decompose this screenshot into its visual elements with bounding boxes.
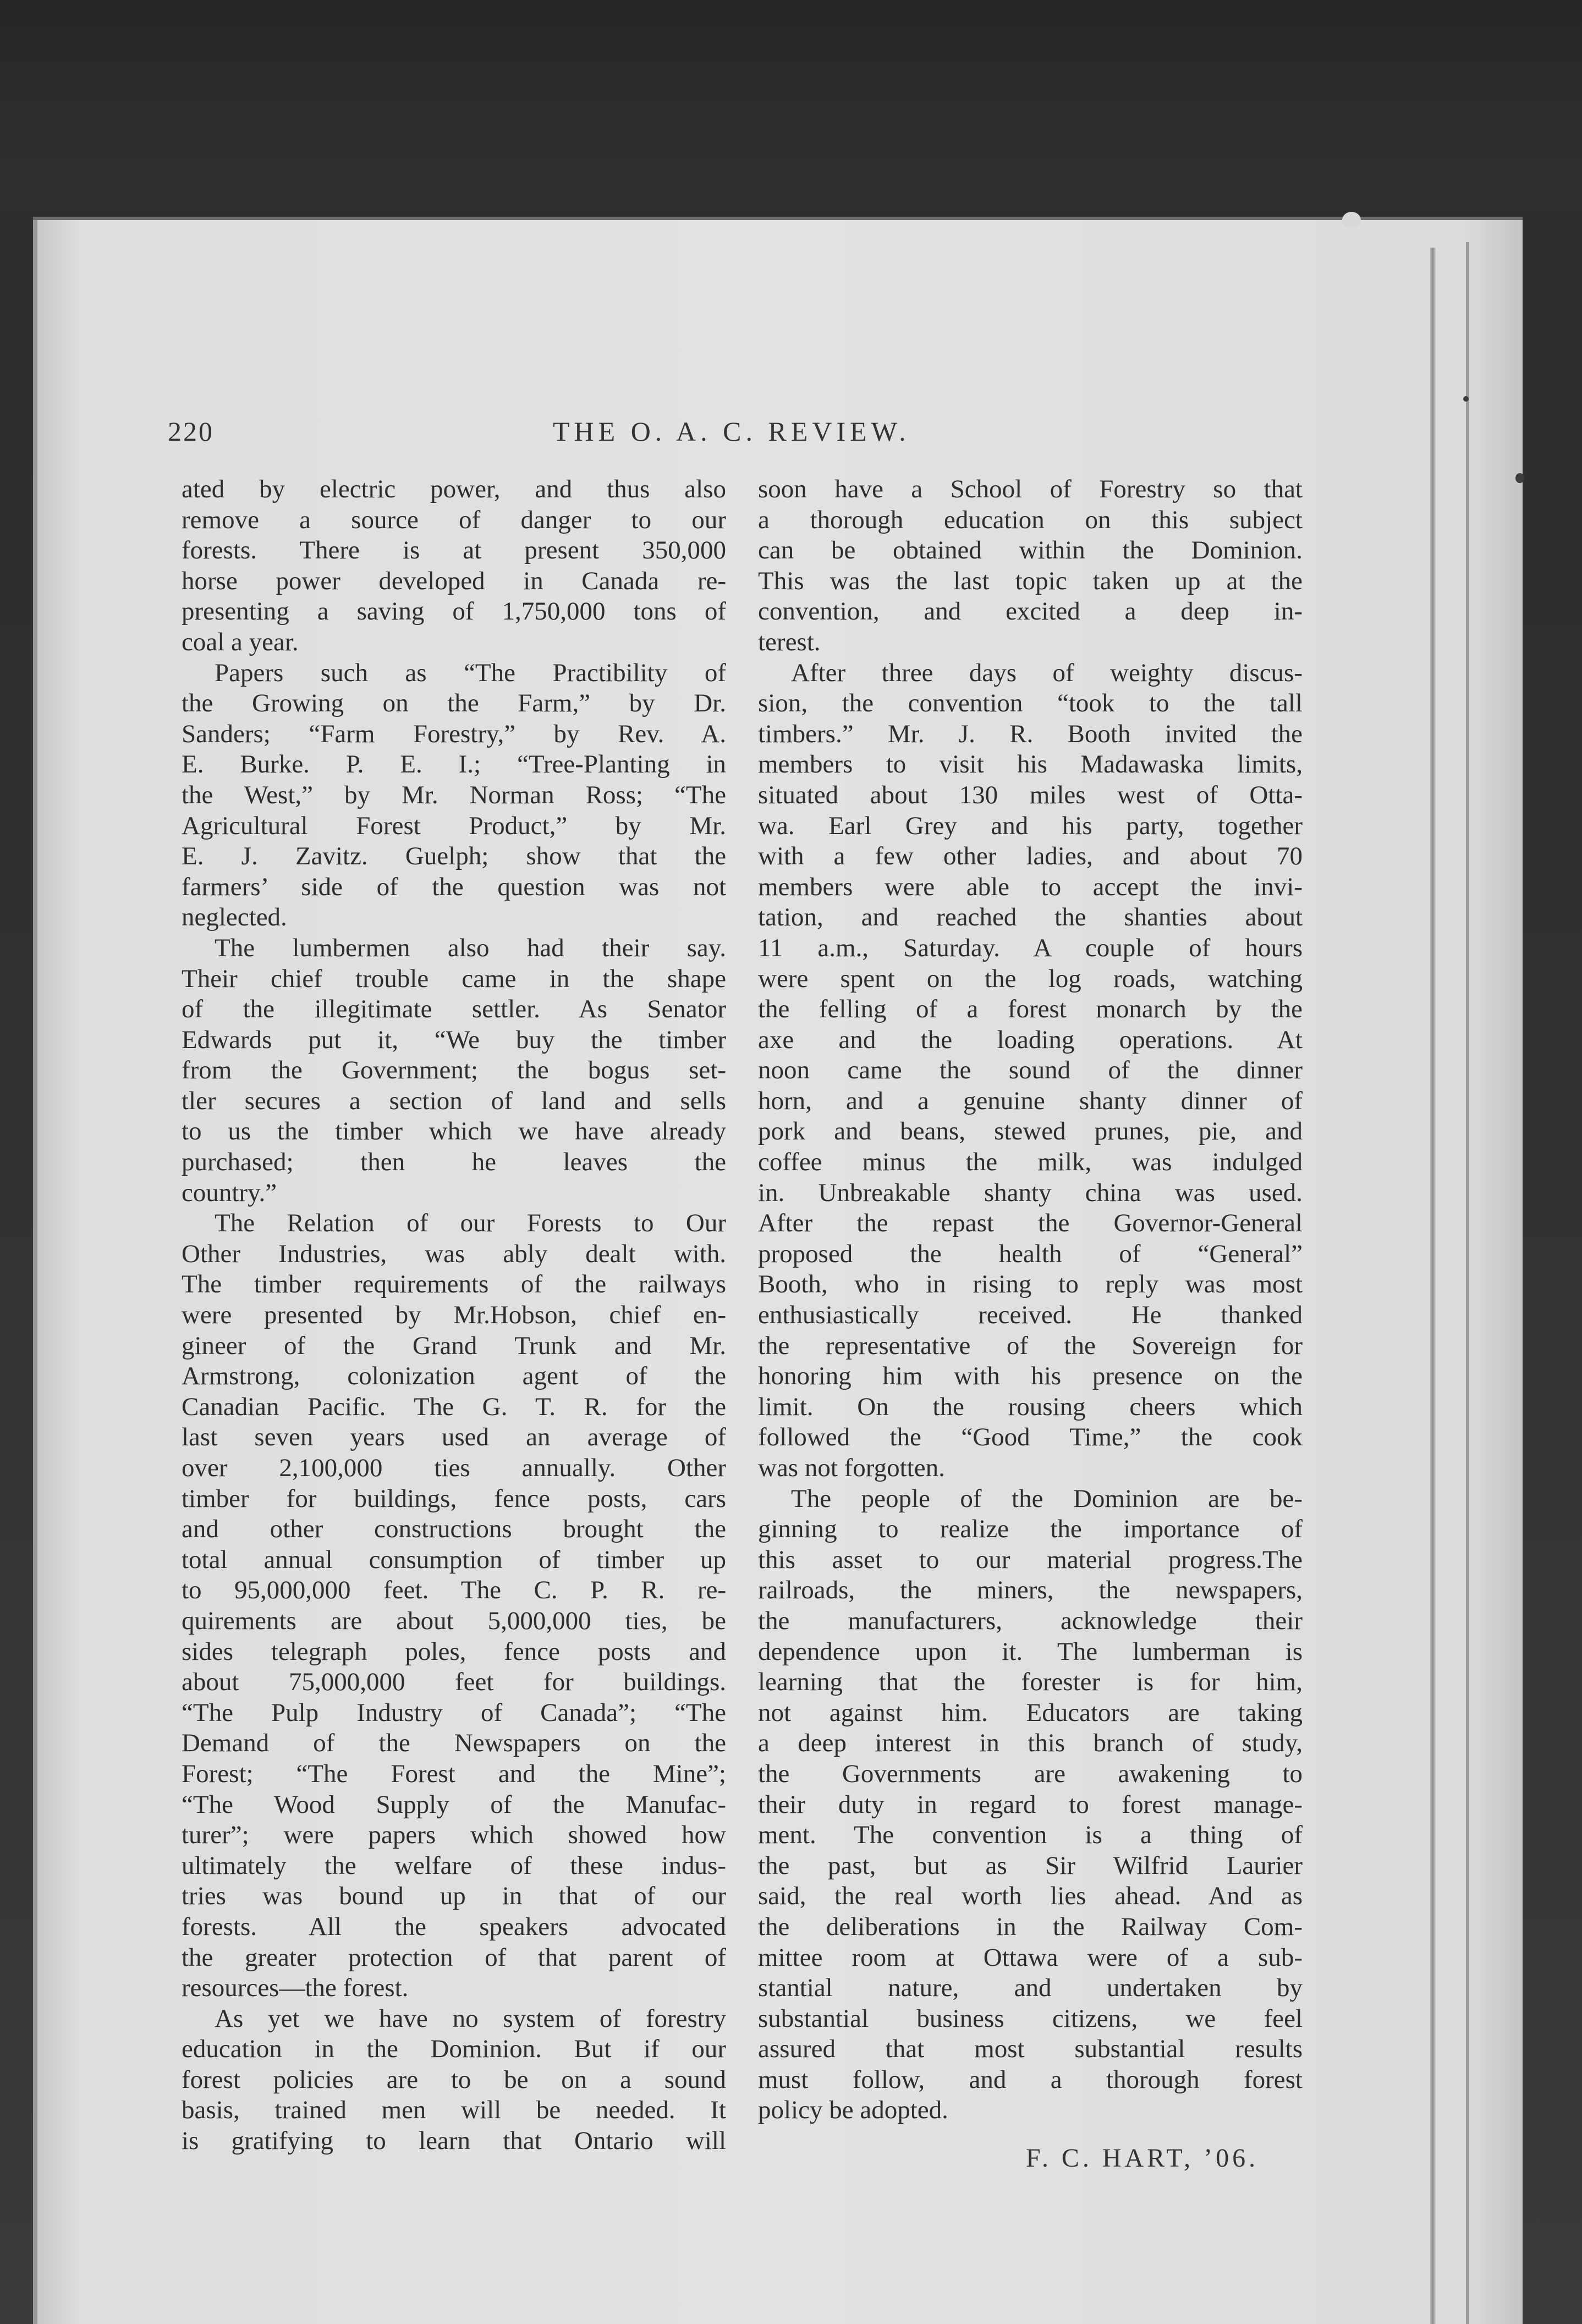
text-line: pork and beans, stewed prunes, pie, and bbox=[758, 1117, 1303, 1146]
text-line: the past, but as Sir Wilfrid Laurier bbox=[758, 1851, 1303, 1880]
text-line: resources—the forest. bbox=[182, 1974, 409, 2003]
text-line: total annual consumption of timber up bbox=[182, 1545, 726, 1574]
text-line: dependence upon it. The lumberman is bbox=[758, 1637, 1303, 1666]
text-line: situated about 130 miles west of Otta- bbox=[758, 780, 1303, 809]
journal-title: THE O. A. C. REVIEW. bbox=[553, 416, 910, 447]
text-line: forest policies are to be on a sound bbox=[182, 2065, 726, 2094]
text-line: horse power developed in Canada re- bbox=[182, 566, 726, 595]
text-line: terest. bbox=[758, 627, 821, 656]
text-line: the manufacturers, acknowledge their bbox=[758, 1606, 1303, 1635]
text-line: Booth, who in rising to reply was most bbox=[758, 1270, 1303, 1299]
text-line: Edwards put it, “We buy the timber bbox=[182, 1025, 726, 1054]
text-line: Forest; “The Forest and the Mine”; bbox=[182, 1759, 726, 1788]
text-line: were presented by Mr.Hobson, chief en- bbox=[182, 1301, 726, 1330]
text-line: learning that the forester is for him, bbox=[758, 1668, 1303, 1697]
text-line: with a few other ladies, and about 70 bbox=[758, 842, 1303, 871]
text-line: purchased; then he leaves the bbox=[182, 1148, 726, 1177]
text-line: farmers’ side of the question was not bbox=[182, 872, 726, 901]
text-line: 11 a.m., Saturday. A couple of hours bbox=[758, 933, 1303, 962]
text-line: coffee minus the milk, was indulged bbox=[758, 1148, 1303, 1177]
text-line: said, the real worth lies ahead. And as bbox=[758, 1882, 1303, 1911]
text-line: gineer of the Grand Trunk and Mr. bbox=[182, 1331, 726, 1360]
text-line: timber for buildings, fence posts, cars bbox=[182, 1484, 726, 1513]
text-line: policy be adopted. bbox=[758, 2096, 948, 2125]
text-line: Other Industries, was ably dealt with. bbox=[182, 1239, 726, 1268]
text-line: last seven years used an average of bbox=[182, 1423, 726, 1452]
text-line: The Relation of our Forests to Our bbox=[215, 1209, 726, 1238]
text-line: The timber requirements of the railways bbox=[182, 1270, 726, 1299]
text-line: Their chief trouble came in the shape bbox=[182, 964, 726, 993]
text-line: in. Unbreakable shanty china was used. bbox=[758, 1178, 1303, 1207]
text-line: to us the timber which we have already bbox=[182, 1117, 726, 1146]
text-line: enthusiastically received. He thanked bbox=[758, 1301, 1303, 1330]
text-line: of the illegitimate settler. As Senator bbox=[182, 995, 726, 1024]
right-text-column bbox=[758, 474, 1303, 2126]
text-line: ment. The convention is a thing of bbox=[758, 1821, 1303, 1850]
text-line: This was the last topic taken up at the bbox=[758, 566, 1303, 595]
page-fold-shadow bbox=[1430, 248, 1436, 2324]
text-line: about 75,000,000 feet for buildings. bbox=[182, 1668, 726, 1697]
text-line: soon have a School of Forestry so that bbox=[758, 475, 1303, 503]
text-line: turer”; were papers which showed how bbox=[182, 1821, 726, 1850]
text-line: the West,” by Mr. Norman Ross; “The bbox=[182, 780, 726, 809]
text-line: neglected. bbox=[182, 903, 287, 932]
text-line: “The Pulp Industry of Canada”; “The bbox=[182, 1698, 726, 1727]
text-line: tation, and reached the shanties about bbox=[758, 903, 1303, 932]
text-line: ultimately the welfare of these indus- bbox=[182, 1851, 726, 1880]
text-line: from the Government; the bogus set- bbox=[182, 1056, 726, 1085]
text-line: wa. Earl Grey and his party, together bbox=[758, 811, 1303, 840]
text-line: sion, the convention “took to the tall bbox=[758, 689, 1303, 718]
author-signature: F. C. HART, ’06. bbox=[1026, 2144, 1259, 2173]
text-line: the Governments are awakening to bbox=[758, 1759, 1303, 1788]
text-line: Sanders; “Farm Forestry,” by Rev. A. bbox=[182, 719, 726, 748]
text-line: After three days of weighty discus- bbox=[791, 658, 1303, 687]
text-line: Demand of the Newspapers on the bbox=[182, 1729, 726, 1758]
page-number: 220 bbox=[168, 416, 214, 447]
text-line: railroads, the miners, the newspapers, bbox=[758, 1576, 1303, 1605]
text-line: “The Wood Supply of the Manufac- bbox=[182, 1790, 726, 1819]
text-line: their duty in regard to forest manage- bbox=[758, 1790, 1303, 1819]
text-line: basis, trained men will be needed. It bbox=[182, 2096, 726, 2125]
text-line: E. J. Zavitz. Guelph; show that the bbox=[182, 842, 726, 871]
text-line: were spent on the log roads, watching bbox=[758, 964, 1303, 993]
left-text-column bbox=[182, 474, 726, 2157]
dust-speck bbox=[1342, 212, 1361, 228]
text-line: timbers.” Mr. J. R. Booth invited the bbox=[758, 719, 1303, 748]
text-line: convention, and excited a deep in- bbox=[758, 597, 1303, 626]
text-line: quirements are about 5,000,000 ties, be bbox=[182, 1606, 726, 1635]
text-line: substantial business citizens, we feel bbox=[758, 2004, 1303, 2033]
text-line: axe and the loading operations. At bbox=[758, 1025, 1303, 1054]
text-line: to 95,000,000 feet. The C. P. R. re- bbox=[182, 1576, 726, 1605]
text-line: assured that most substantial results bbox=[758, 2035, 1303, 2064]
text-line: tries was bound up in that of our bbox=[182, 1882, 726, 1911]
text-line: the felling of a forest monarch by the bbox=[758, 995, 1303, 1024]
text-line: honoring him with his presence on the bbox=[758, 1362, 1303, 1391]
text-line: ginning to realize the importance of bbox=[758, 1515, 1303, 1544]
text-line: The lumbermen also had their say. bbox=[215, 933, 726, 962]
text-line: Agricultural Forest Product,” by Mr. bbox=[182, 811, 726, 840]
text-line: the Growing on the Farm,” by Dr. bbox=[182, 689, 726, 718]
text-line: a deep interest in this branch of study, bbox=[758, 1729, 1303, 1758]
text-line: Armstrong, colonization agent of the bbox=[182, 1362, 726, 1391]
text-line: horn, and a genuine shanty dinner of bbox=[758, 1086, 1303, 1115]
text-line: ated by electric power, and thus also bbox=[182, 475, 726, 503]
text-line: limit. On the rousing cheers which bbox=[758, 1392, 1303, 1421]
text-line: forests. There is at present 350,000 bbox=[182, 536, 726, 565]
text-line: forests. All the speakers advocated bbox=[182, 1912, 726, 1941]
text-line: can be obtained within the Dominion. bbox=[758, 536, 1303, 565]
running-head bbox=[168, 415, 1304, 454]
text-line: noon came the sound of the dinner bbox=[758, 1056, 1303, 1085]
text-line: a thorough education on this subject bbox=[758, 505, 1303, 534]
dust-speck bbox=[1515, 473, 1524, 483]
text-line: this asset to our material progress.The bbox=[758, 1545, 1303, 1574]
text-line: mittee room at Ottawa were of a sub- bbox=[758, 1943, 1303, 1972]
text-line: E. Burke. P. E. I.; “Tree-Planting in bbox=[182, 750, 726, 779]
text-line: was not forgotten. bbox=[758, 1454, 945, 1482]
text-line: the greater protection of that parent of bbox=[182, 1943, 726, 1972]
text-line: followed the “Good Time,” the cook bbox=[758, 1423, 1303, 1452]
text-line: stantial nature, and undertaken by bbox=[758, 1974, 1303, 2003]
text-line: tler secures a section of land and sells bbox=[182, 1086, 726, 1115]
text-line: and other constructions brought the bbox=[182, 1515, 726, 1544]
text-line: must follow, and a thorough forest bbox=[758, 2065, 1303, 2094]
page-edge bbox=[1466, 242, 1469, 2324]
text-line: over 2,100,000 ties annually. Other bbox=[182, 1454, 726, 1482]
text-line: members were able to accept the invi- bbox=[758, 872, 1303, 901]
text-line: Papers such as “The Practibility of bbox=[215, 658, 726, 687]
text-line: country.” bbox=[182, 1178, 277, 1207]
text-line: the deliberations in the Railway Com- bbox=[758, 1912, 1303, 1941]
text-line: not against him. Educators are taking bbox=[758, 1698, 1303, 1727]
text-line: After the repast the Governor-General bbox=[758, 1209, 1303, 1238]
text-line: is gratifying to learn that Ontario will bbox=[182, 2126, 726, 2156]
dust-speck bbox=[1463, 396, 1469, 402]
text-line: As yet we have no system of forestry bbox=[215, 2004, 726, 2033]
text-line: Canadian Pacific. The G. T. R. for the bbox=[182, 1392, 726, 1421]
text-line: education in the Dominion. But if our bbox=[182, 2035, 726, 2064]
text-line: sides telegraph poles, fence posts and bbox=[182, 1637, 726, 1666]
text-line: the representative of the Sovereign for bbox=[758, 1331, 1303, 1360]
text-line: members to visit his Madawaska limits, bbox=[758, 750, 1303, 779]
text-line: coal a year. bbox=[182, 627, 299, 656]
text-line: The people of the Dominion are be- bbox=[791, 1484, 1303, 1513]
text-line: presenting a saving of 1,750,000 tons of bbox=[182, 597, 726, 626]
text-line: remove a source of danger to our bbox=[182, 505, 726, 534]
text-line: proposed the health of “General” bbox=[758, 1239, 1303, 1268]
